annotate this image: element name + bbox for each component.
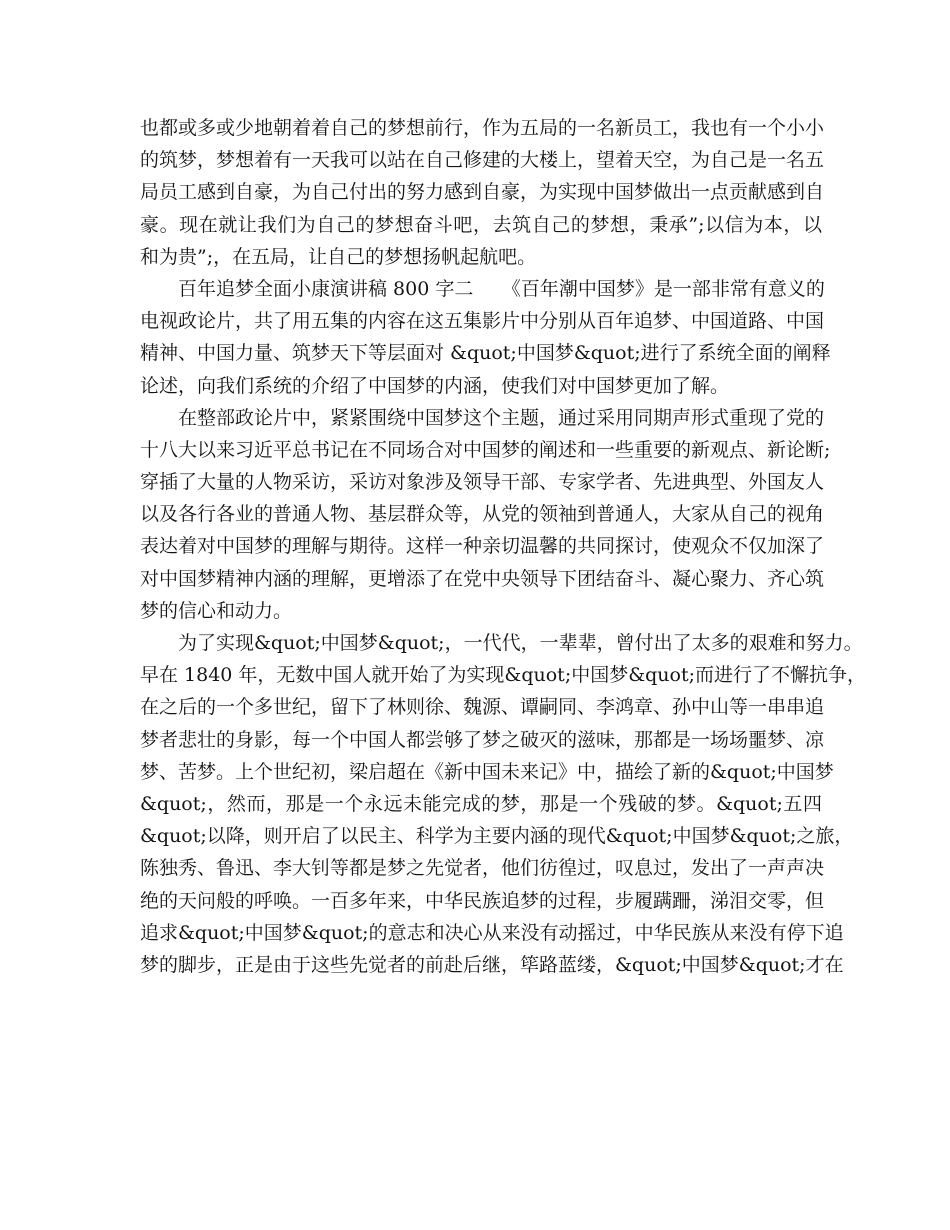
- text-line: 梦的信心和动力。: [140, 599, 293, 622]
- text-line: 对中国梦精神内涵的理解，更增添了在党中央领导下团结奋斗、凝心聚力、齐心筑: [140, 567, 825, 590]
- document-page: [140, 112, 867, 981]
- text-line: 梦、苦梦。上个世纪初，梁启超在《新中国未来记》中，描绘了新的&quot;中国梦: [140, 760, 834, 783]
- text-line: 论述，向我们系统的介绍了中国梦的内涵，使我们对中国梦更加了解。: [140, 374, 730, 397]
- text-line: 也都或多或少地朝着着自己的梦想前行，作为五局的一名新员工，我也有一个小小: [140, 117, 825, 139]
- text-line: 绝的天问般的呼唤。一百多年来，中华民族追梦的过程，步履蹒跚，涕泪交零，但: [140, 889, 825, 912]
- text-line: &quot;以降，则开启了以民主、科学为主要内涵的现代&quot;中国梦&quot;之旅，: [140, 825, 854, 848]
- text-line: 表达着对中国梦的理解与期待。这样一种亲切温馨的共同探讨，使观众不仅加深了: [140, 535, 825, 558]
- text-line: 为了实现&quot;中国梦&quot;，一代代，一辈辈，曾付出了太多的艰难和努力。: [178, 632, 863, 654]
- text-line: 局员工感到自豪，为自己付出的努力感到自豪，为实现中国梦做出一点贡献感到自: [140, 181, 825, 204]
- text-line: 和为贵”;，在五局，让自己的梦想扬帆起航吧。: [140, 245, 537, 268]
- text-line: 陈独秀、鲁迅、李大钊等都是梦之先觉者，他们彷徨过，叹息过，发出了一声声决: [140, 857, 825, 880]
- text-line: &quot;，然而，那是一个永远未能完成的梦，那是一个残破的梦。&quot;五四: [140, 792, 822, 815]
- text-line: 梦的脚步，正是由于这些先觉者的前赴后继，筚路蓝缕，&quot;中国梦&quot;才在: [140, 953, 844, 976]
- text-line: 的筑梦，梦想着有一天我可以站在自己修建的大楼上，望着天空，为自己是一名五: [140, 149, 825, 172]
- text-line: 豪。现在就让我们为自己的梦想奋斗吧，去筑自己的梦想，秉承”;以信为本，以: [140, 213, 822, 236]
- text-line: 追求&quot;中国梦&quot;的意志和决心从来没有动摇过，中华民族从来没有停下追: [140, 921, 844, 944]
- text-line: 精神、中国力量、筑梦天下等层面对 &quot;中国梦&quot;进行了系统全面的阐释: [140, 342, 831, 365]
- text-line: 早在 1840 年，无数中国人就开始了为实现&quot;中国梦&quot;而进行了不懈抗争，: [140, 664, 867, 687]
- text-line: 梦者悲壮的身影，每一个中国人都尝够了梦之破灭的滋味，那都是一场场噩梦、凉: [140, 728, 825, 751]
- text-line: 电视政论片，共了用五集的内容在这五集影片中分别从百年追梦、中国道路、中国: [140, 310, 825, 333]
- text-line: 在之后的一个多世纪，留下了林则徐、魏源、谭嗣同、李鸿章、孙中山等一串串追: [140, 696, 825, 719]
- text-line: 穿插了大量的人物采访，采访对象涉及领导干部、专家学者、先进典型、外国友人: [140, 471, 825, 494]
- text-line: 以及各行各业的普通人物、基层群众等，从党的领袖到普通人，大家从自己的视角: [140, 503, 825, 526]
- text-line: 百年追梦全面小康演讲稿 800 字二 《百年潮中国梦》是一部非常有意义的: [178, 277, 825, 300]
- text-line: 在整部政论片中，紧紧围绕中国梦这个主题，通过采用同期声形式重现了党的: [178, 406, 825, 429]
- text-line: 十八大以来习近平总书记在不同场合对中国梦的阐述和一些重要的新观点、新论断;: [140, 438, 831, 461]
